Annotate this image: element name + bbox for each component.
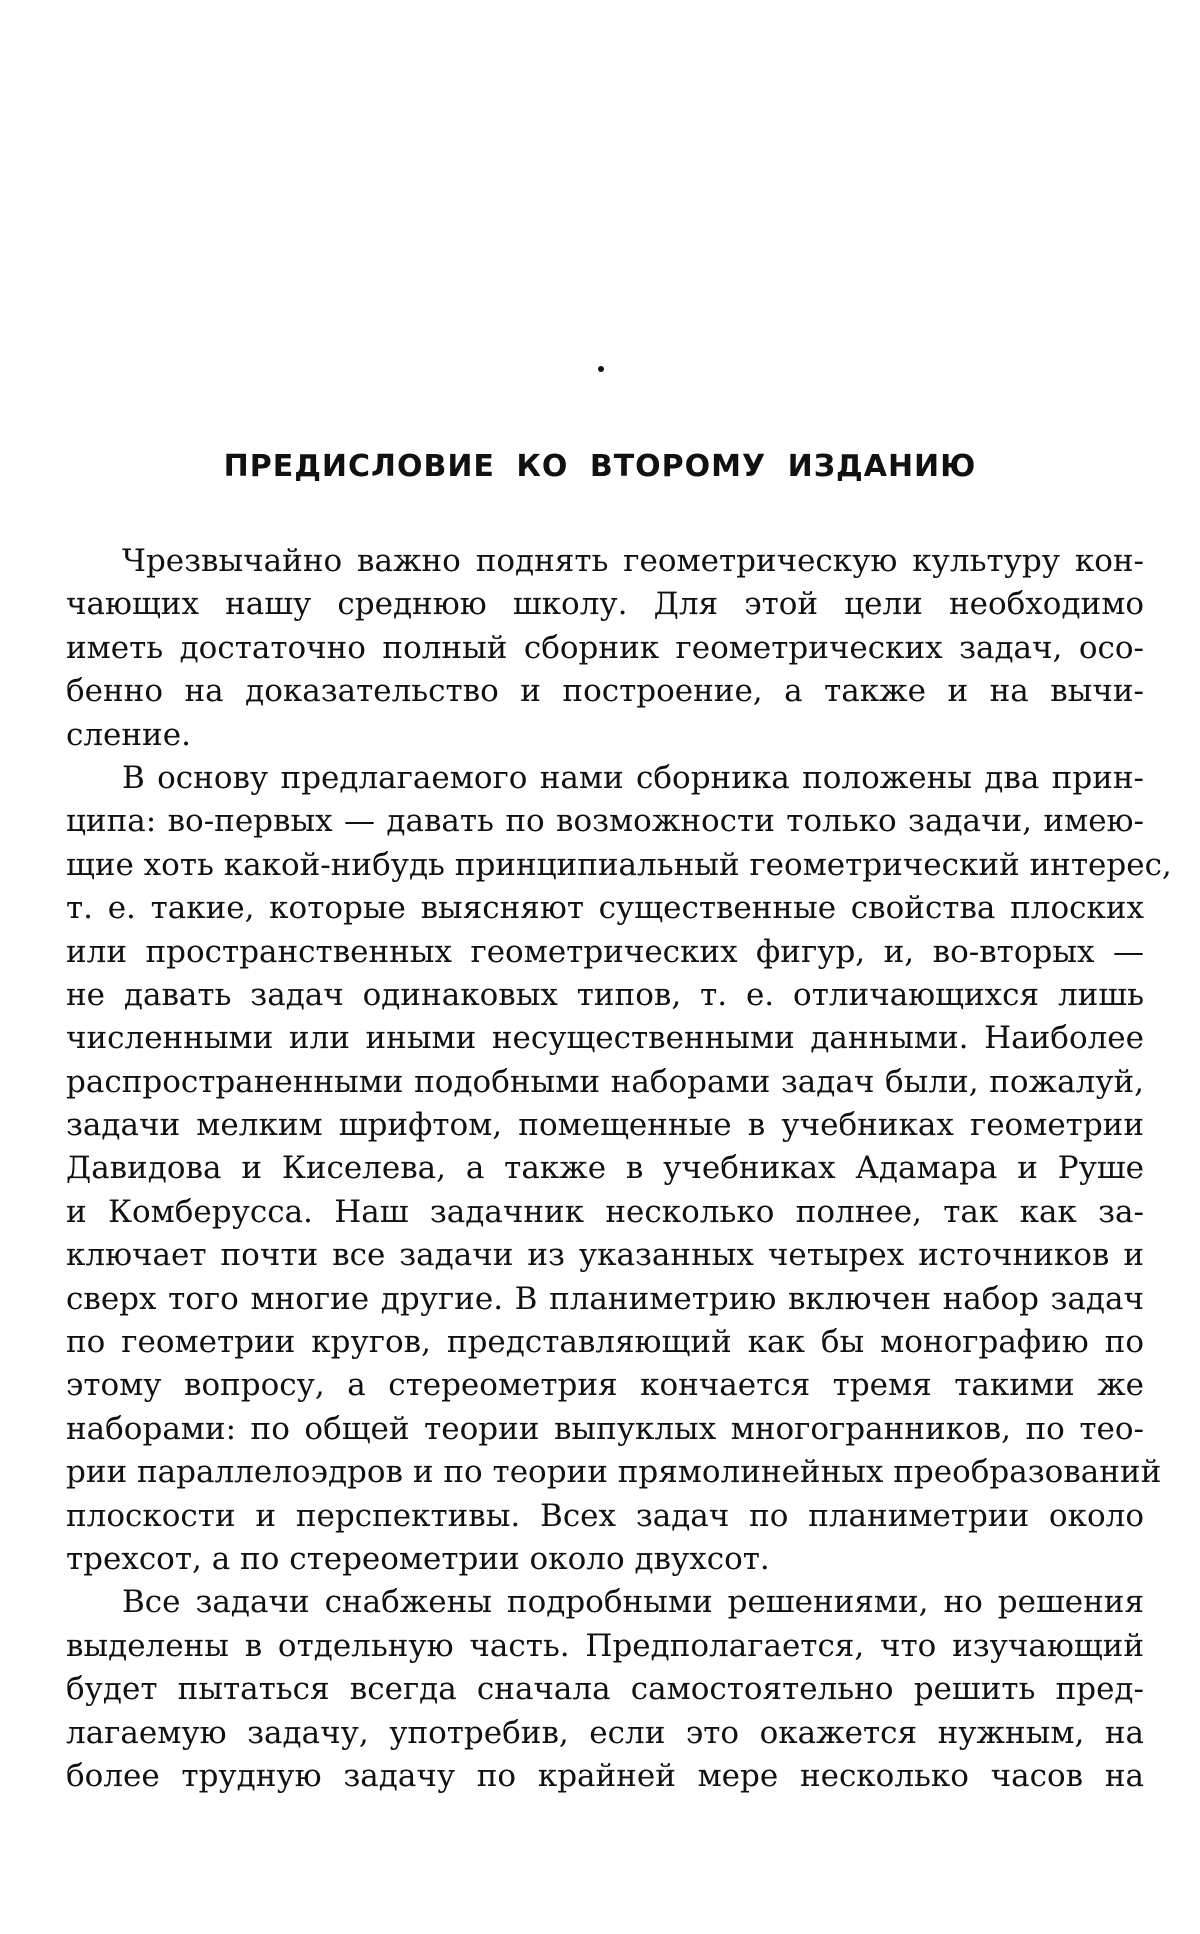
text-line: не давать задач одинаковых типов, т. е. отличающихся лишь <box>66 976 1144 1013</box>
text-line: будет пытаться всегда сначала самостоятельно решить пред- <box>66 1671 1144 1708</box>
text-line: сверх того многие другие. В планиметрию включен набор задач <box>66 1280 1144 1317</box>
text-line: распространенными подобными наборами задач были, пожалуй, <box>66 1063 1144 1100</box>
text-line: трехсот, а по стереометрии около двухсот. <box>66 1540 770 1577</box>
text-line: бенно на доказательство и построение, а также и на вычи- <box>66 673 1144 710</box>
paragraph-1 <box>66 540 1144 757</box>
body-text <box>66 540 1172 1798</box>
page-heading: ПРЕДИСЛОВИЕ КО ВТОРОМУ ИЗДАНИЮ <box>223 449 977 484</box>
paragraph-3 <box>66 1581 1144 1798</box>
text-line: по геометрии кругов, представляющий как бы монографию по <box>66 1324 1144 1361</box>
text-line: чающих нашу среднюю школу. Для этой цели необходимо <box>66 586 1144 623</box>
paragraph-2 <box>66 757 1172 1581</box>
text-line: щие хоть какой-нибудь принципиальный геометрический интерес, <box>66 846 1172 883</box>
text-line: или пространственных геометрических фигур, и, во-вторых — <box>66 933 1144 970</box>
text-line: задачи мелким шрифтом, помещенные в учебниках геометрии <box>66 1107 1144 1144</box>
text-line: более трудную задачу по крайней мере несколько часов на <box>66 1757 1144 1794</box>
text-line: и Комберусса. Наш задачник несколько полнее, так как за- <box>66 1193 1144 1230</box>
text-line: численными или иными несущественными данными. Наиболее <box>66 1020 1144 1057</box>
text-line: Чрезвычайно важно поднять геометрическую культуру кон- <box>122 543 1144 579</box>
text-line: т. е. такие, которые выясняют существенные свойства плоских <box>66 890 1144 927</box>
text-line: плоскости и перспективы. Всех задач по планиметрии около <box>66 1497 1144 1534</box>
text-line: иметь достаточно полный сборник геометрических задач, осо- <box>66 629 1144 666</box>
text-line: ципа: во-первых — давать по возможности только задачи, имею- <box>66 803 1144 840</box>
text-line: ключает почти все задачи из указанных четырех источников и <box>66 1237 1144 1274</box>
text-line: рии параллелоэдров и по теории прямолинейных преобразований <box>66 1454 1162 1491</box>
text-line: выделены в отдельную часть. Предполагается, что изучающий <box>66 1627 1144 1664</box>
text-line: лагаемую задачу, употребив, если это окажется нужным, на <box>66 1714 1144 1751</box>
text-line: сление. <box>66 716 191 753</box>
text-line: Все задачи снабжены подробными решениями, но решения <box>122 1584 1144 1621</box>
text-line: этому вопросу, а стереометрия кончается тремя такими же <box>66 1367 1144 1404</box>
text-line: наборами: по общей теории выпуклых многогранников, по тео- <box>66 1410 1144 1447</box>
printed-dot-mark <box>598 366 604 372</box>
text-line: Давидова и Киселева, а также в учебниках Адамара и Руше <box>66 1150 1144 1187</box>
text-line: В основу предлагаемого нами сборника положены два прин- <box>122 759 1144 796</box>
